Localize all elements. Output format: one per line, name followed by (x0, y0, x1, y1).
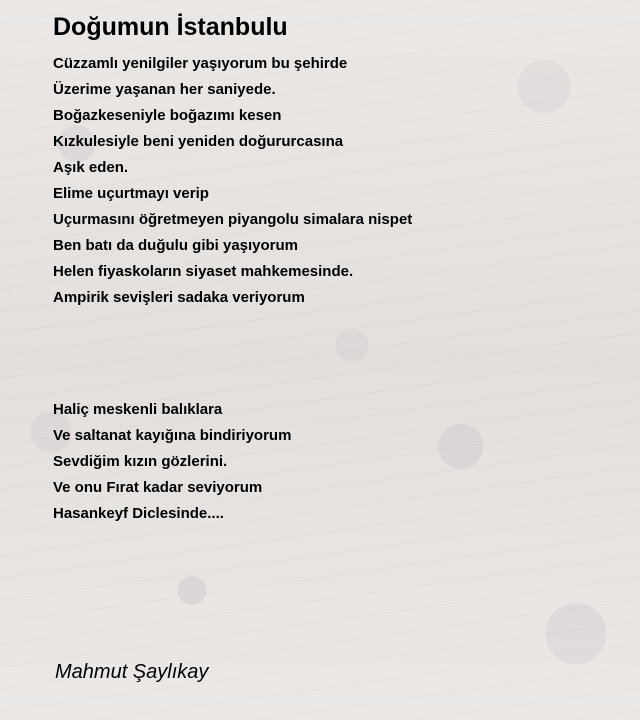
poem-line: Cüzzamlı yenilgiler yaşıyorum bu şehirde (53, 55, 348, 72)
poem-author: Mahmut Şaylıkay (55, 661, 209, 683)
stanza-2 (53, 397, 613, 527)
poem-line: Ve onu Fırat kadar seviyorum (53, 479, 263, 496)
stanza-1 (53, 51, 613, 311)
poem-line: Aşık eden. (53, 159, 129, 176)
poem (53, 10, 613, 527)
poem-line: Helen fiyaskoların siyaset mahkemesinde. (53, 263, 354, 280)
poem-line: Hasankeyf Diclesinde.... (53, 505, 224, 522)
poem-line: Elime uçurtmayı verip (53, 185, 209, 202)
poem-line: Uçurmasını öğretmeyen piyangolu simalara nispet (53, 211, 413, 228)
poem-line: Kızkulesiyle beni yeniden doğururcasına (53, 133, 344, 150)
poem-line: Ampirik sevişleri sadaka veriyorum (53, 289, 305, 306)
poem-line: Ve saltanat kayığına bindiriyorum (53, 427, 292, 444)
poem-title: Doğumun İstanbulu (53, 13, 288, 41)
poem-line: Ben batı da duğulu gibi yaşıyorum (53, 237, 299, 254)
poem-line: Boğazkeseniyle boğazımı kesen (53, 107, 282, 124)
poem-line: Haliç meskenli balıklara (53, 401, 223, 418)
poem-line: Sevdiğim kızın gözlerini. (53, 453, 228, 470)
poem-line: Üzerime yaşanan her saniyede. (53, 81, 276, 98)
